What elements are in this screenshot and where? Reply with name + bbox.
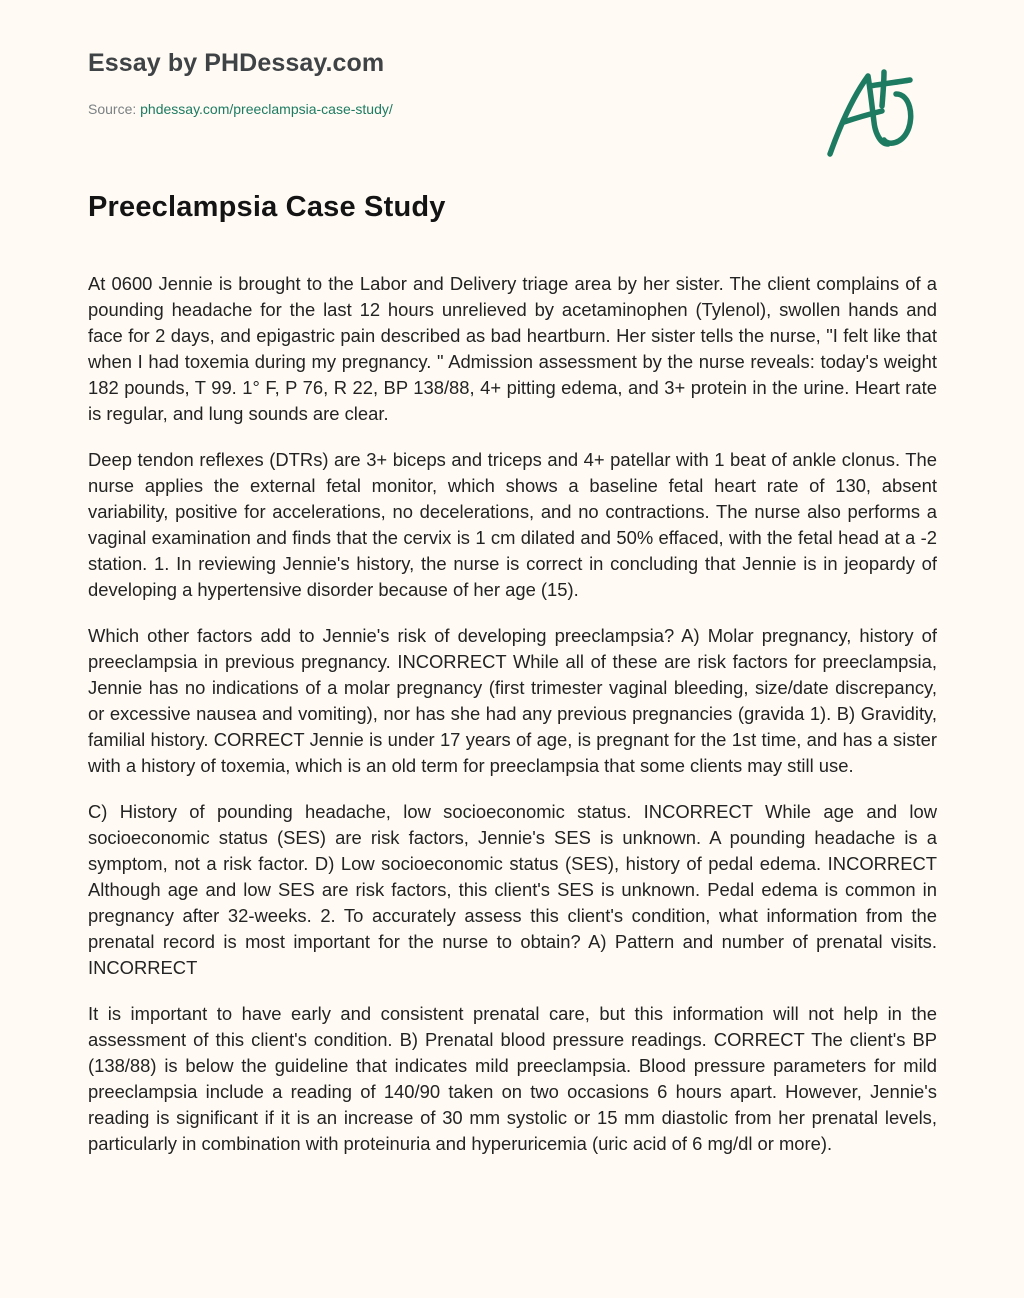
essay-body [88, 271, 937, 1249]
essay-paragraph: It is important to have early and consistent prenatal care, but this information will not help in the assessment of this client's condition. B) Prenatal blood pressure readings. CORRECT The client's BP (138/88) is below the guideline that indicates mild preeclampsia. Blood pressure parameters for mild preeclampsia include a reading of 140/90 taken on two occasions 6 hours apart. However, Jennie's reading is significant if it is an increase of 30 mm systolic or 15 mm diastolic from her prenatal levels, particularly in combination with proteinuria and hyperuricemia (uric acid of 6 mg/dl or more). [88, 1003, 937, 1154]
page-title: Preeclampsia Case Study [88, 191, 446, 223]
site-title: Essay by PHDessay.com [88, 49, 385, 77]
essay-paragraph: Which other factors add to Jennie's risk of developing preeclampsia? A) Molar pregnancy, history of preeclampsia in previous pregnancy. INCORRECT While all of these are risk factors for preeclampsia, Jennie has no indications of a molar pregnancy (first trimester vaginal bleeding, size/date discrepancy, or excessive nausea and vomiting), nor has she had any previous pregnancies (gravida 1). B) Gravidity, familial history. CORRECT Jennie is under 17 years of age, is pregnant for the 1st time, and has a sister with a history of toxemia, which is an old term for preeclampsia that some clients may still use. [88, 625, 937, 776]
essay-paragraph: Deep tendon reflexes (DTRs) are 3+ biceps and triceps and 4+ patellar with 1 beat of ankle clonus. The nurse applies the external fetal monitor, which shows a baseline fetal heart rate of 130, absent variability, positive for accelerations, no decelerations, and no contractions. The nurse also performs a vaginal examination and finds that the cervix is 1 cm dilated and 50% effaced, with the fetal head at a -2 station. 1. In reviewing Jennie's history, the nurse is correct in concluding that Jennie is in jeopardy of developing a hypertensive disorder because of her age (15). [88, 449, 937, 600]
source-link[interactable]: phdessay.com/preeclampsia-case-study/ [140, 101, 393, 117]
essay-paragraph: C) History of pounding headache, low socioeconomic status. INCORRECT While age and low socioeconomic status (SES) are risk factors, Jennie's SES is unknown. A pounding headache is a symptom, not a risk factor. D) Low socioeconomic status (SES), history of pedal edema. INCORRECT Although age and low SES are risk factors, this client's SES is unknown. Pedal edema is common in pregnancy after 32-weeks. 2. To accurately assess this client's condition, what information from the prenatal record is most important for the nurse to obtain? A) Pattern and number of prenatal visits. INCORRECT [88, 801, 937, 978]
essay-paragraph: At 0600 Jennie is brought to the Labor and Delivery triage area by her sister. The client complains of a pounding headache for the last 12 hours unrelieved by acetaminophen (Tylenol), swollen hands and face for 2 days, and epigastric pain described as bad heartburn. Her sister tells the nurse, "I felt like that when I had toxemia during my pregnancy. " Admission assessment by the nurse reveals: today's weight 182 pounds, T 99. 1° F, P 76, R 22, BP 138/88, 4+ pitting edema, and 3+ protein in the urine. Heart rate is regular, and lung sounds are clear. [88, 273, 937, 424]
source-line [88, 101, 393, 117]
a-plus-logo-icon [822, 64, 932, 164]
source-label: Source: [88, 101, 137, 117]
